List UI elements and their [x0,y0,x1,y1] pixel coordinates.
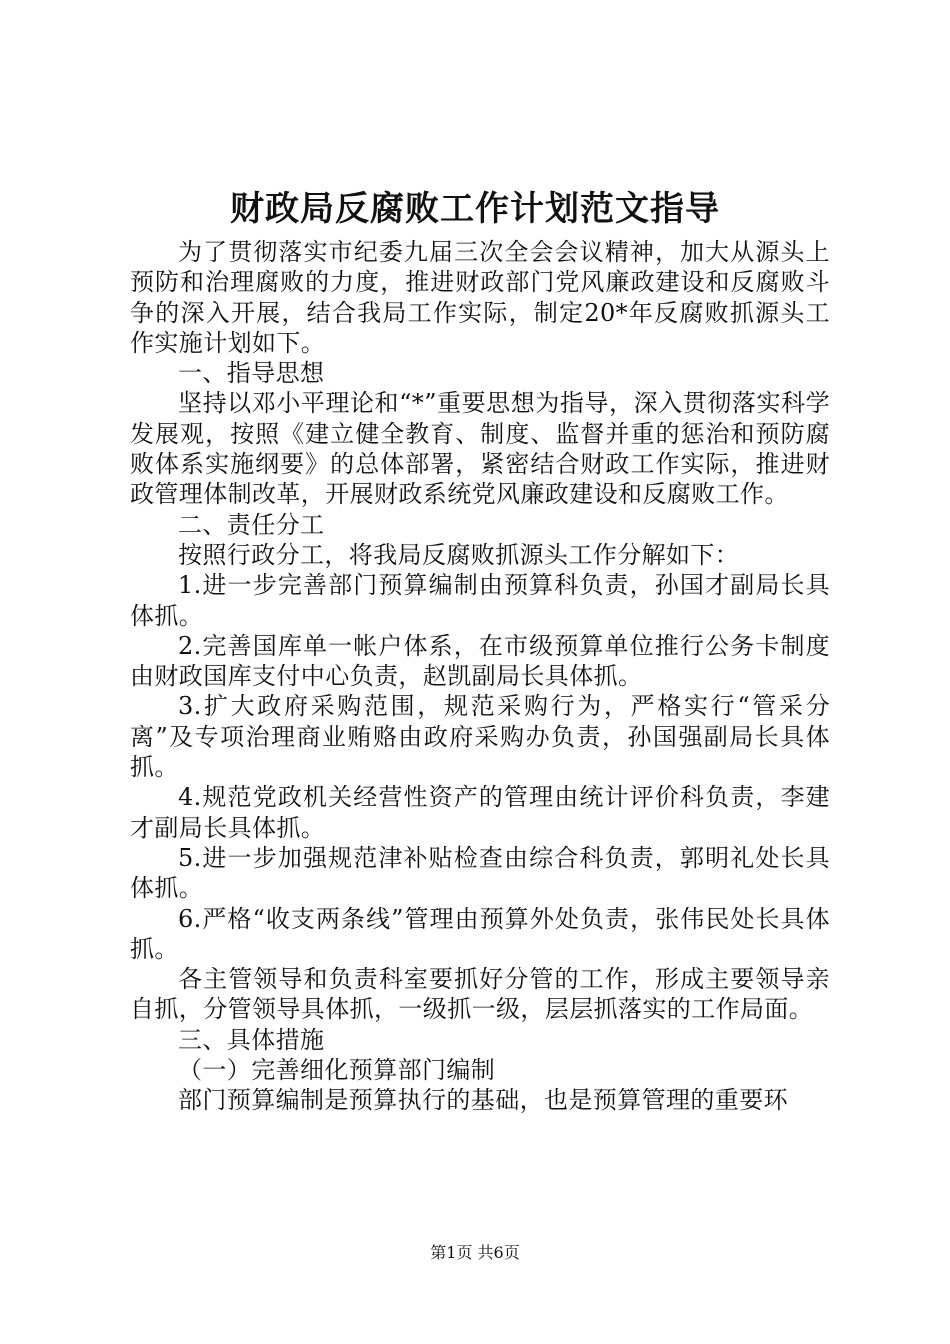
responsibility-summary-paragraph: 各主管领导和负责科室要抓好分管的工作，形成主要领导亲自抓，分管领导具体抓，一级抓一级，层层抓落实的工作局面。 [130,965,830,1024]
page-number-footer: 第1页 共6页 [430,1243,520,1262]
responsibility-item-2: 2.完善国库单一帐户体系，在市级预算单位推行公务卡制度由财政国库支付中心负责，赵凯副局长具体抓。 [130,631,830,691]
responsibility-item-4: 4.规范党政机关经营性资产的管理由统计评价科负责，李建才副局长具体抓。 [130,783,830,842]
section-heading-responsibility: 二、责任分工 [178,510,325,539]
responsibility-item-6: 6.严格“收支两条线”管理由预算外处负责，张伟民处长具体抓。 [130,904,830,963]
responsibility-item-1: 1.进一步完善部门预算编制由预算科负责，孙国才副局长具体抓。 [130,571,830,630]
responsibility-item-5: 5.进一步加强规范津补贴检查由综合科负责，郭明礼处长具体抓。 [130,843,830,903]
section-heading-guiding-ideology: 一、指导思想 [178,359,325,388]
responsibility-intro-paragraph: 按照行政分工，将我局反腐败抓源头工作分解如下： [178,540,740,569]
intro-paragraph: 为了贯彻落实市纪委九届三次全会会议精神，加大从源头上预防和治理腐败的力度，推进财政部门党风廉政建设和反腐败斗争的深入开展，结合我局工作实际，制定20*年反腐败抓源头工作实施计划如下。 [130,238,830,357]
section-heading-measures: 三、具体措施 [178,1025,325,1054]
document-body [130,237,830,1116]
document-title: 财政局反腐败工作计划范文指导 [230,189,720,229]
budget-paragraph: 部门预算编制是预算执行的基础，也是预算管理的重要环 [178,1086,788,1115]
responsibility-item-3: 3.扩大政府采购范围，规范采购行为，严格实行“管采分离”及专项治理商业贿赂由政府采购办负责，孙国强副局长具体抓。 [130,692,830,782]
subsection-heading-budget: （一）完善细化预算部门编制 [178,1056,496,1085]
guiding-ideology-paragraph: 坚持以邓小平理论和“*”重要思想为指导，深入贯彻落实科学发展观，按照《建立健全教育、制度、监督并重的惩治和预防腐败体系实施纲要》的总体部署，紧密结合财政工作实际，推进财政管理体制改革，开展财政系统党风廉政建设和反腐败工作。 [130,389,830,509]
